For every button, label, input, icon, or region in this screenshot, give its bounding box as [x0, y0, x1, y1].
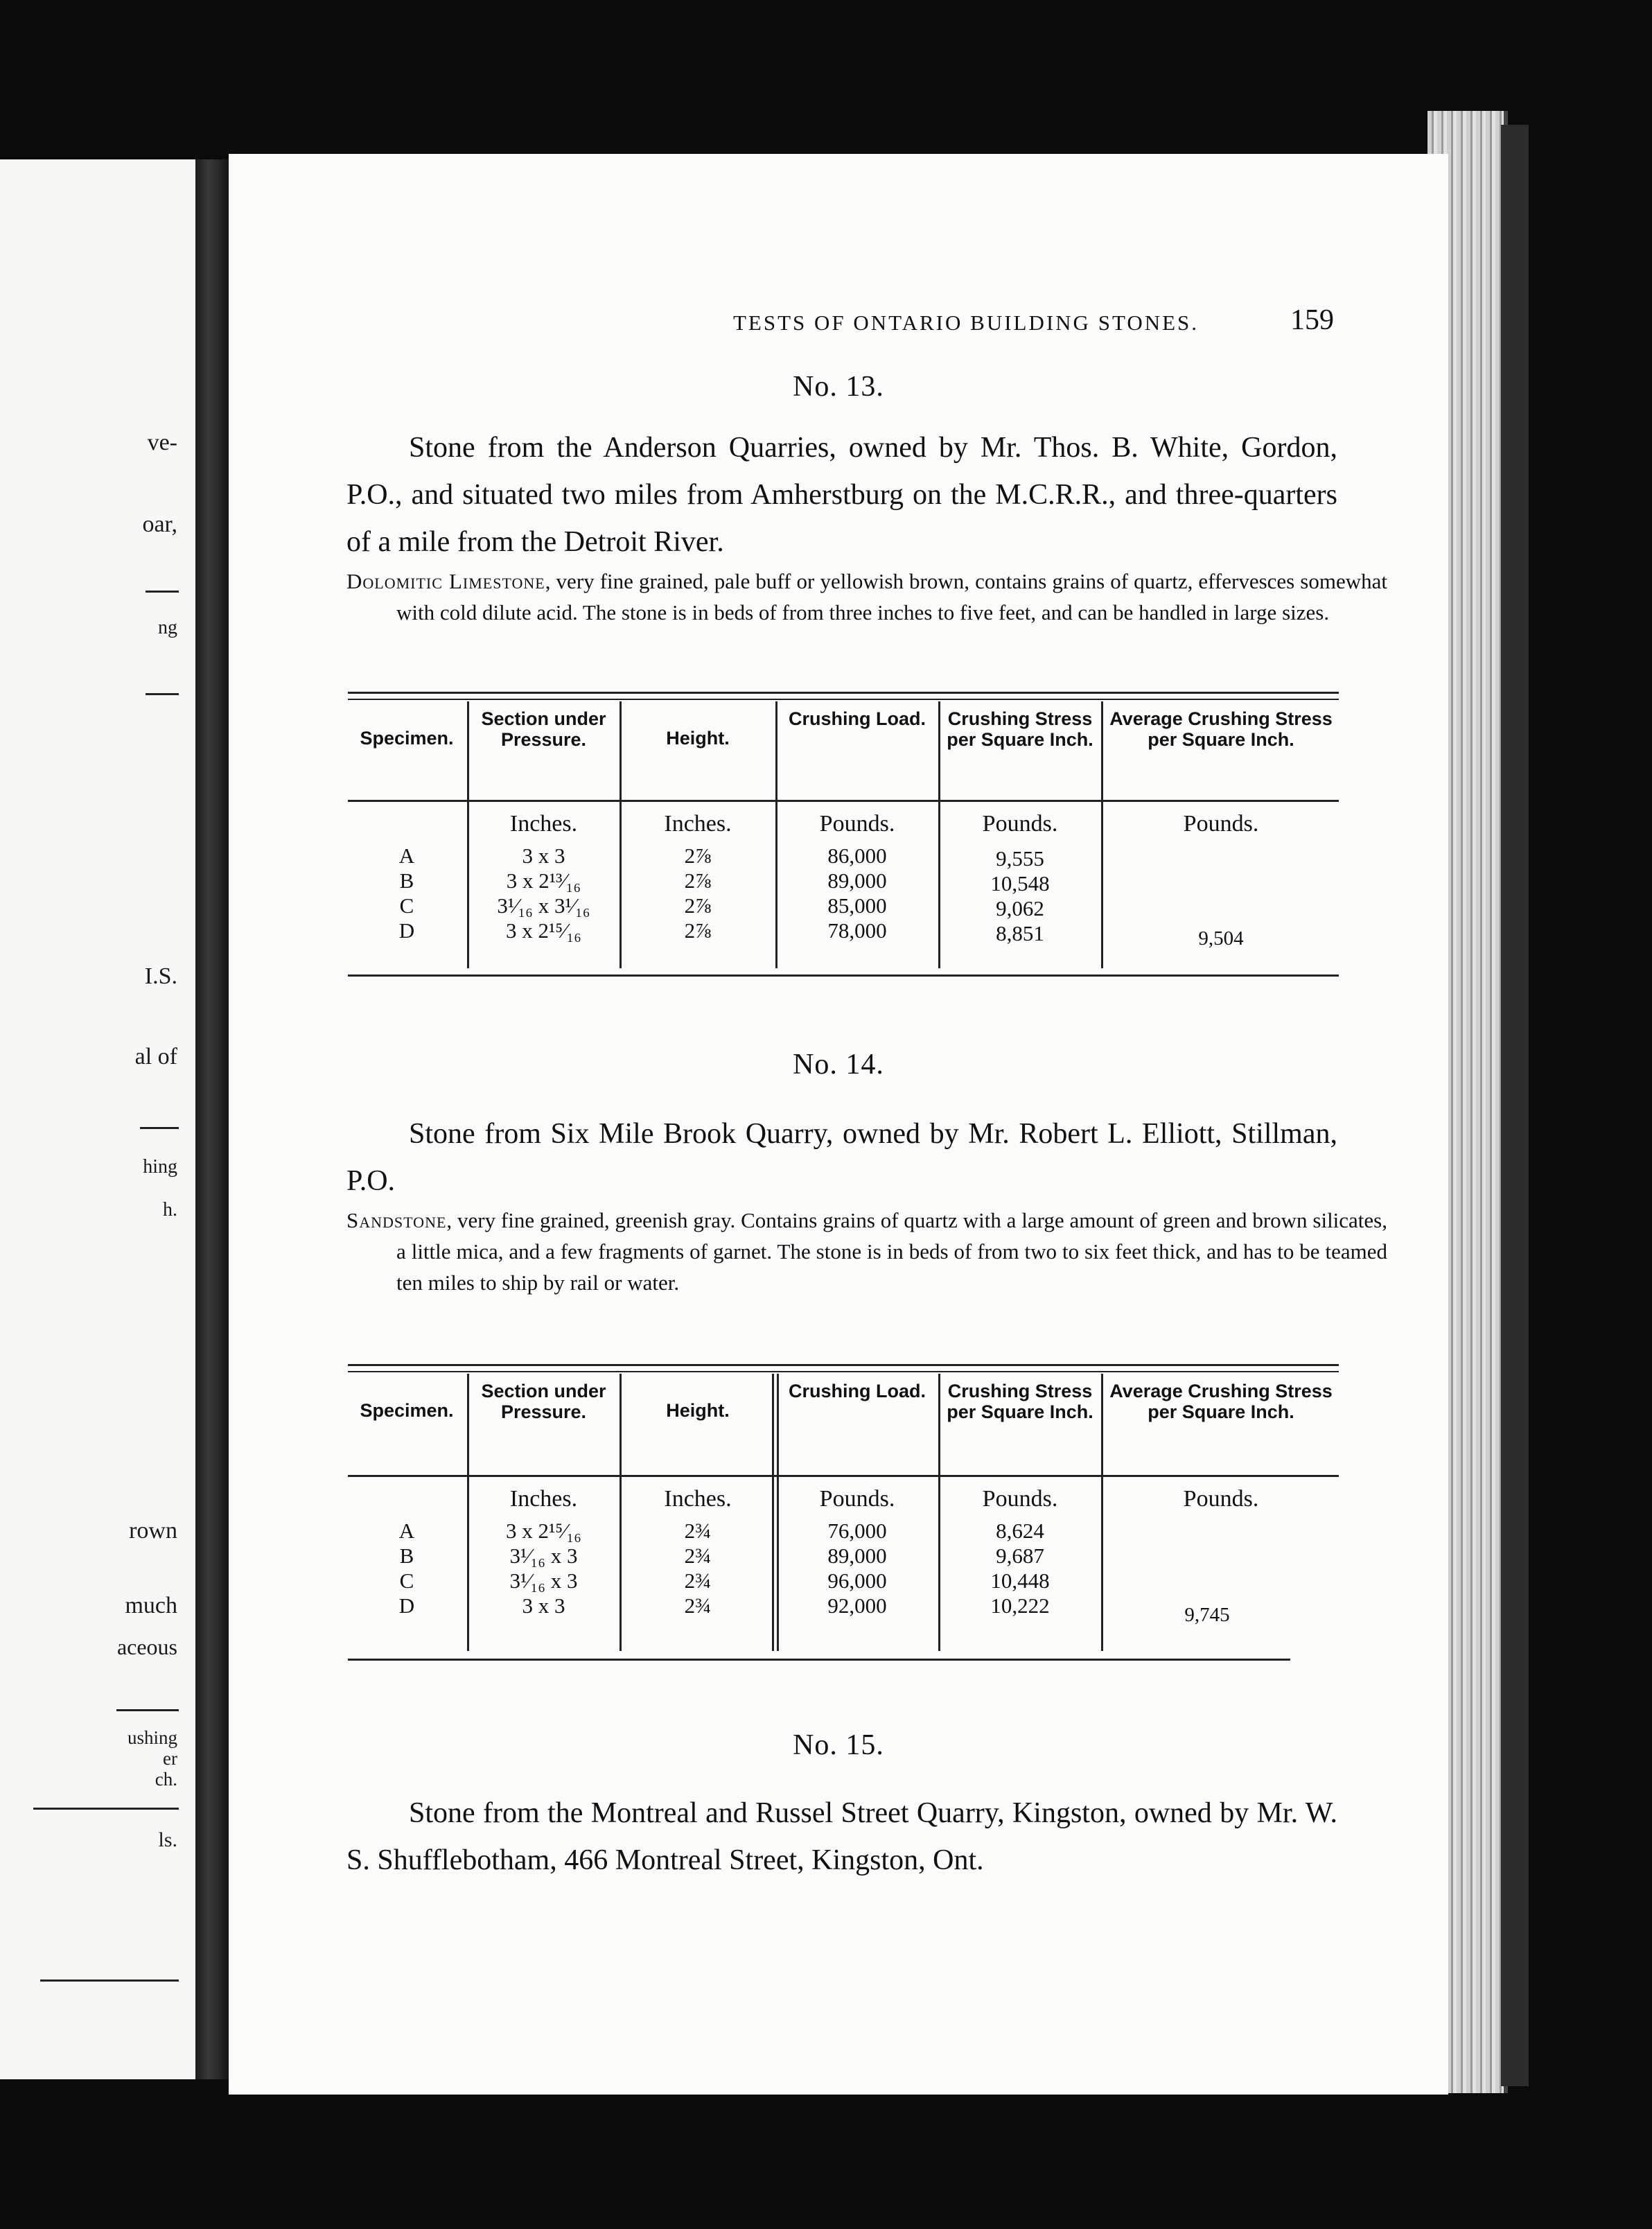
cell-average: 9,745: [1184, 1604, 1230, 1626]
cell-specimen: D: [398, 918, 415, 943]
table-top-rule: [348, 692, 1339, 700]
book-gutter: [195, 159, 229, 2079]
cell-height: 2¾: [684, 1519, 712, 1543]
facing-page-fragment: ng: [158, 617, 177, 638]
cell-specimen: A: [398, 1519, 415, 1543]
col-header-section: Section under Pressure.: [481, 708, 606, 750]
facing-page-fragment: al of: [134, 1044, 177, 1069]
cell-specimen: B: [399, 1544, 414, 1568]
section-title: No. 15.: [793, 1729, 884, 1761]
cell-load: 76,000: [827, 1519, 887, 1543]
cell-height: 2⅞: [684, 843, 712, 868]
table-top-rule: [348, 1364, 1339, 1372]
facing-page-rule: [116, 1709, 179, 1711]
cell-section: 3¹⁄₁₆ x 3: [509, 1568, 578, 1593]
unit-label: Inches.: [664, 811, 732, 837]
section-lead: Stone from Six Mile Brook Quarry, owned by Mr. Robert L. Elliott, Stillman, P.O.: [346, 1118, 1337, 1197]
col-header-stress: Crushing Stress per Square Inch.: [947, 1381, 1093, 1422]
cell-load: 86,000: [827, 843, 887, 868]
cell-height: 2¾: [684, 1568, 712, 1593]
col-header-specimen: Specimen.: [360, 1400, 454, 1421]
cell-stress: 9,687: [996, 1544, 1044, 1568]
rock-type: Dolomitic Limestone: [346, 569, 545, 593]
unit-label: Inches.: [664, 1486, 732, 1512]
header-rule: [348, 800, 1339, 802]
unit-label: Pounds.: [819, 811, 895, 837]
cell-specimen: D: [398, 1593, 415, 1618]
facing-page-fragment: ushing: [127, 1727, 177, 1748]
cell-section: 3 x 2¹³⁄₁₆: [506, 868, 581, 893]
col-header-avg: Average Crushing Stress per Square Inch.: [1109, 1381, 1333, 1422]
cell-load: 78,000: [827, 918, 887, 943]
stone-description: [346, 1205, 1387, 1298]
cell-specimen: C: [399, 1568, 414, 1593]
cell-specimen: C: [399, 893, 414, 918]
facing-page-fragment: I.S.: [144, 963, 177, 989]
description-text: , very fine grained, pale buff or yellowish brown, contains grains of quartz, effervesces somewhat with cold dilute acid. The stone is in beds of from three inches to five feet, and can be handled in large sizes.: [396, 569, 1387, 624]
col-header-height: Height.: [666, 728, 730, 749]
test-table: [348, 692, 1339, 1007]
cell-height: 2¾: [684, 1593, 712, 1618]
cell-height: 2¾: [684, 1544, 712, 1568]
cell-height: 2⅞: [684, 918, 712, 943]
col-header-load: Crushing Load.: [789, 1381, 926, 1401]
header-rule: [348, 1475, 1339, 1477]
facing-page-fragment: ve-: [147, 430, 177, 455]
cell-stress: 9,062: [996, 896, 1044, 920]
col-header-load: Crushing Load.: [789, 708, 926, 729]
cell-section: 3¹⁄₁₆ x 3: [509, 1544, 578, 1568]
facing-page-fragment: er: [163, 1748, 177, 1769]
description-text: , very fine grained, greenish gray. Contains grains of quartz with a large amount of green and brown silicates, a little mica, and a few fragments of garnet. The stone is in beds of from two to six feet thick, and has to be teamed ten miles to ship by rail or water.: [396, 1208, 1387, 1295]
cell-stress: 8,624: [996, 1519, 1044, 1543]
cell-section: 3¹⁄₁₆ x 3¹⁄₁₆: [497, 893, 590, 918]
facing-page-fragment: aceous: [116, 1634, 177, 1659]
cell-section: 3 x 2¹⁵⁄₁₆: [506, 918, 581, 943]
cell-specimen: A: [398, 843, 415, 868]
cell-load: 89,000: [827, 868, 887, 893]
cell-load: 89,000: [827, 1544, 887, 1568]
running-head: TESTS OF ONTARIO BUILDING STONES.: [732, 311, 1200, 335]
section-lead: Stone from the Anderson Quarries, owned by Mr. Thos. B. White, Gordon, P.O., and situated two miles from Amherstburg on the M.C.R.R., and three-quarters of a mile from the Detroit River.: [346, 432, 1337, 558]
cell-specimen: B: [399, 868, 414, 893]
facing-page-fragment: oar,: [142, 512, 177, 537]
cell-stress: 8,851: [996, 921, 1044, 945]
cell-height: 2⅞: [684, 893, 712, 918]
facing-page-fragment: hing: [143, 1156, 177, 1178]
facing-page-rule: [146, 591, 179, 593]
section-title: No. 14.: [793, 1049, 884, 1081]
table-bottom-rule: [348, 1659, 1290, 1661]
facing-page-rule: [40, 1979, 179, 1982]
unit-label: Pounds.: [982, 1486, 1058, 1512]
facing-page-fragment: rown: [129, 1518, 177, 1544]
cell-stress: 10,448: [990, 1568, 1050, 1593]
cell-stress: 10,222: [990, 1593, 1050, 1618]
col-header-stress: Crushing Stress per Square Inch.: [947, 708, 1093, 750]
cell-stress: 9,555: [996, 846, 1044, 871]
col-header-specimen: Specimen.: [360, 728, 454, 749]
cell-section: 3 x 2¹⁵⁄₁₆: [506, 1519, 581, 1543]
facing-page: [0, 159, 198, 2079]
unit-label: Inches.: [509, 811, 578, 837]
facing-page-fragment: ch.: [155, 1769, 177, 1790]
facing-page-rule: [140, 1127, 179, 1129]
unit-label: Pounds.: [1183, 811, 1259, 837]
cell-load: 96,000: [827, 1568, 887, 1593]
test-table: [348, 1364, 1339, 1690]
facing-page-rule: [146, 693, 179, 695]
cell-load: 92,000: [827, 1593, 887, 1618]
facing-page-fragment: h.: [163, 1199, 177, 1221]
section-title: No. 13.: [793, 371, 884, 403]
cell-section: 3 x 3: [522, 843, 565, 868]
unit-label: Pounds.: [982, 811, 1058, 837]
stone-description: [346, 566, 1387, 628]
table-bottom-rule: [348, 974, 1339, 977]
facing-page-fragment: ls.: [158, 1828, 177, 1851]
cell-load: 85,000: [827, 893, 887, 918]
facing-page-fragment: much: [125, 1593, 177, 1618]
cell-average: 9,504: [1198, 927, 1244, 950]
page-number: 159: [1290, 304, 1334, 336]
cell-height: 2⅞: [684, 868, 712, 893]
unit-label: Inches.: [509, 1486, 578, 1512]
unit-label: Pounds.: [819, 1486, 895, 1512]
rock-type: Sandstone: [346, 1208, 447, 1232]
section-lead: Stone from the Montreal and Russel Street Quarry, Kingston, owned by Mr. W. S. Shufflebotham, 466 Montreal Street, Kingston, Ont.: [346, 1797, 1337, 1876]
cell-section: 3 x 3: [522, 1593, 565, 1618]
unit-label: Pounds.: [1183, 1486, 1259, 1512]
col-header-height: Height.: [666, 1400, 730, 1421]
facing-page-rule: [33, 1808, 179, 1810]
cell-stress: 10,548: [990, 871, 1050, 895]
col-header-section: Section under Pressure.: [481, 1381, 606, 1422]
book-cover-edge: [1501, 125, 1529, 2086]
col-header-avg: Average Crushing Stress per Square Inch.: [1109, 708, 1333, 750]
book-page: [229, 154, 1448, 2095]
